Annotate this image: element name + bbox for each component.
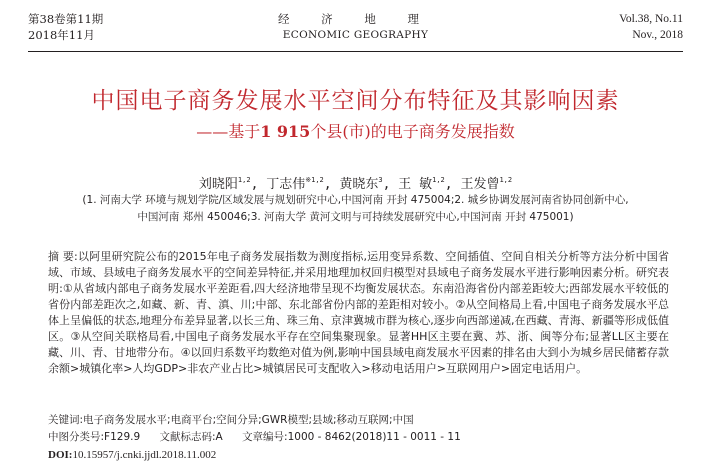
date-en: Nov., 2018 [632,29,683,41]
author-name: 刘晓阳 [198,177,238,192]
author-name: 王 敏 [398,177,433,192]
subtitle-prefix: ——基于 [196,122,261,141]
document-code: 文献标志码:A [159,431,223,443]
abstract-label: 摘 要: [48,250,78,263]
author-name: 黄晓东 [339,177,379,192]
author-affil-mark: 1,2 [237,176,251,184]
author-affil-mark: 1,2 [432,176,445,184]
abstract [48,249,669,377]
affiliation-line: 中国河南 郑州 450046;3. 河南大学 黄河文明与可持续发展研究中心,中国河南 开封 475001) [137,211,574,223]
keywords-label: 关键词: [48,414,84,426]
article-number: 文章编号:1000 - 8462(2018)11 - 0011 - 11 [242,431,461,443]
subtitle-suffix: 个县(市)的电子商务发展指数 [310,122,515,141]
author-affil-mark: 1,2 [499,176,513,184]
volume-cn: 第38卷第11期 [28,12,104,26]
author-affil-mark: ※1,2 [305,176,324,184]
doi-line [48,447,669,463]
journal-name-cn: 经 济 地 理 [278,12,433,26]
date-cn: 2018年11月 [28,28,95,42]
header-center [0,11,711,43]
paper-subtitle [0,121,711,143]
header-right [619,11,683,43]
doi-link[interactable]: 10.15957/j.cnki.jjdl.2018.11.002 [72,449,217,461]
keywords-text: 电子商务发展水平;电商平台;空间分异;GWR模型;县域;移动互联网;中国 [83,414,414,426]
affiliations [28,192,683,226]
paper-title: 中国电子商务发展水平空间分布特征及其影响因素 [91,88,620,114]
journal-name-en: ECONOMIC GEOGRAPHY [282,29,429,41]
abstract-text: 以阿里研究院公布的2015年电子商务发展指数为测度指标,运用变异系数、空间插值、空间自相关分析等方法分析中国省域、市域、县域电子商务发展水平的空间差异特征,并采用地理加权回归模型对县域电子商务发展水平进行影响因素分析。研究表明:①从省域内部电子商务发展水平差距看,四大经济地带呈现不均衡发展状态。东南沿海省份内部差距较大;西部发展水平较低的省份内部差距次之,如藏、新、青、滇、川;中部、东北部省份内部的差距相对较小。②从空间格局上看,中国电子商务发展水平总体上呈偏低的状态,地理分布差异显著,以长三角、珠三角、京津冀城市群为核心,逐步向西部递减,在西藏、青海、新疆等形成低值区。③从空间关联格局看,中国电子商务发展水平存在空间集聚现象。显著HH区主要在冀、苏、浙、闽等分布;显著LL区主要在藏、川、青、甘地带分布。④以回归系数平均数绝对值为例,影响中国县域电商发展水平因素的排名由大到小为城乡居民储蓄存款余额>城镇化率>人均GDP>非农产业占比>城镇居民可支配收入>移动电话用户>互联网用户>固定电话用户。 [48,250,669,375]
author-name: 王发曾 [460,177,500,192]
author-name: 丁志伟 [266,177,306,192]
classification-line [48,429,669,445]
clc-number: 中图分类号:F129.9 [48,431,141,443]
author-affil-mark: 3 [378,176,383,184]
author-list: 刘晓阳$^{1,2}$, 丁志伟$^{※1,2}$, 黄晓东$^3$, 王 敏$^{1,2}$, 王发曾$^{1,2}$ [198,176,513,192]
keywords [48,412,669,428]
header-divider [28,51,683,52]
volume-en: Vol.38, No.11 [619,13,683,25]
journal-header [0,0,711,56]
doi-label: DOI: [48,449,73,461]
subtitle-number: 1 915 [260,122,311,141]
affiliation-line: (1. 河南大学 环境与规划学院/区域发展与规划研究中心,中国河南 开封 475004;2. 城乡协调发展河南省协同创新中心, [82,194,629,206]
